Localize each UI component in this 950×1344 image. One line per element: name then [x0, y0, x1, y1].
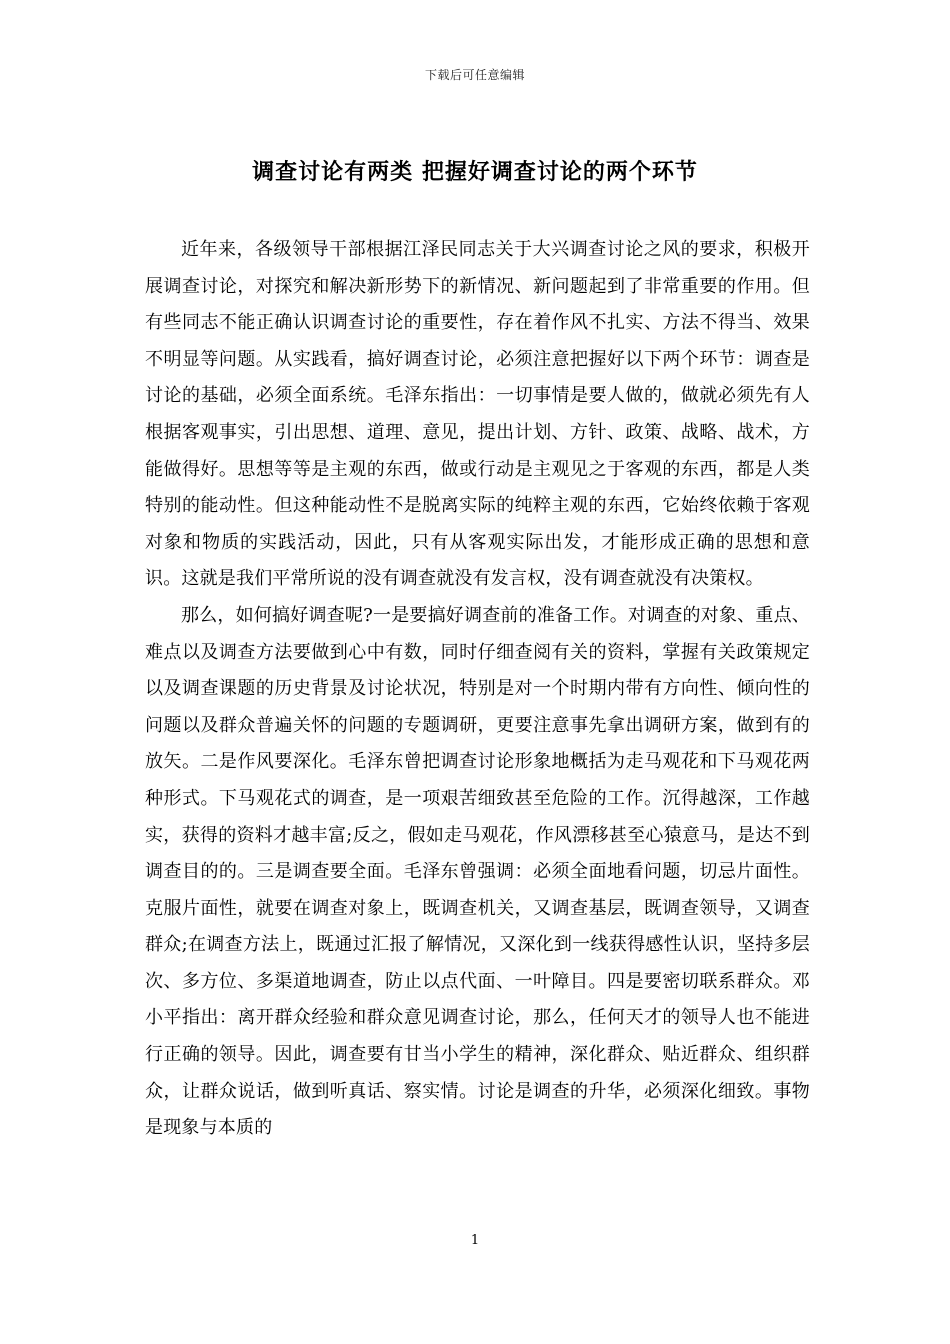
paragraph: 那么，如何搞好调查呢?一是要搞好调查前的准备工作。对调查的对象、重点、难点以及调查方法要做到心中有数，同时仔细查阅有关的资料，掌握有关政策规定以及调查课题的历史背景及讨论状况，特别是对一个时期内带有方向性、倾向性的问题以及群众普遍关怀的问题的专题调研，更要注意事先拿出调研方案，做到有的放矢。二是作风要深化。毛泽东曾把调查讨论形象地概括为走马观花和下马观花两种形式。下马观花式的调查，是一项艰苦细致甚至危险的工作。沉得越深，工作越实，获得的资料才越丰富;反之，假如走马观花，作风漂移甚至心猿意马，是达不到调查目的的。三是调查要全面。毛泽东曾强调：必须全面地看问题，切忌片面性。克服片面性，就要在调查对象上，既调查机关，又调查基层，既调查领导，又调查群众;在调查方法上，既通过汇报了解情况，又深化到一线获得感性认识，坚持多层次、多方位、多渠道地调查，防止以点代面、一叶障目。四是要密切联系群众。邓小平指出：离开群众经验和群众意见调查讨论，那么，任何天才的领导人也不能进行正确的领导。因此，调查要有甘当小学生的精神，深化群众、贴近群众、组织群众，让群众说话，做到听真话、察实情。讨论是调查的升华，必须深化细致。事物是现象与本质的 — [145, 604, 810, 1139]
page-number: 1 — [470, 1233, 480, 1248]
paragraph: 近年来，各级领导干部根据江泽民同志关于大兴调查讨论之风的要求，积极开展调查讨论，对探究和解决新形势下的新情况、新问题起到了非常重要的作用。但有些同志不能正确认识调查讨论的重要性，存在着作风不扎实、方法不得当、效果不明显等问题。从实践看，搞好调查讨论，必须注意把握好以下两个环节：调查是讨论的基础，必须全面系统。毛泽东指出：一切事情是要人做的，做就必须先有人根据客观事实，引出思想、道理、意见，提出计划、方针、政策、战略、战术，方能做得好。思想等等是主观的东西，做或行动是主观见之于客观的东西，都是人类特别的能动性。但这种能动性不是脱离实际的纯粹主观的东西，它始终依赖于客观对象和物质的实践活动，因此，只有从客观实际出发，才能形成正确的思想和意识。这就是我们平常所说的没有调查就没有发言权，没有调查就没有决策权。 — [145, 239, 810, 590]
document-title: 调查讨论有两类 把握好调查讨论的两个环节 — [252, 159, 698, 185]
header-note: 下载后可任意编辑 — [424, 68, 525, 82]
document-body — [145, 232, 810, 1147]
